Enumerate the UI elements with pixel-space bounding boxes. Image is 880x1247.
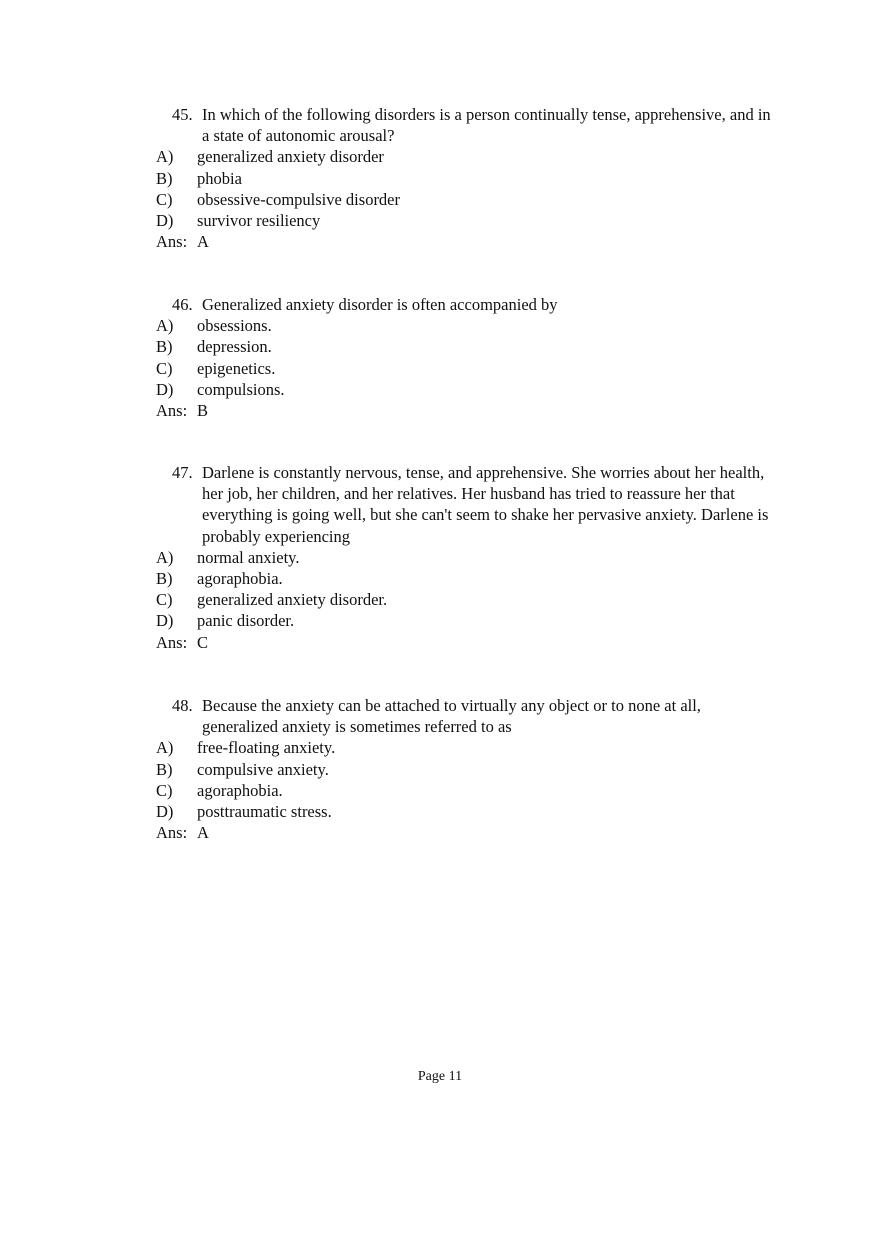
option-b — [156, 336, 776, 357]
option-letter: B) — [156, 168, 173, 188]
option-text: compulsive anxiety. — [197, 759, 329, 779]
option-b — [156, 568, 776, 589]
question-number: 48. — [172, 696, 193, 715]
option-letter: A) — [156, 316, 174, 336]
option-letter: A) — [156, 738, 174, 758]
question-text: In which of the following disorders is a person continually tense, apprehensive, and in a state of autonomic arousal? — [202, 105, 771, 146]
question-stem — [156, 104, 776, 146]
option-letter: C) — [156, 780, 173, 800]
question-text: Generalized anxiety disorder is often accompanied by — [202, 295, 558, 314]
question-47 — [156, 462, 776, 653]
option-d — [156, 379, 776, 400]
answer-label: Ans: — [156, 232, 188, 252]
option-a — [156, 547, 776, 568]
option-letter: D) — [156, 611, 174, 631]
option-text: generalized anxiety disorder. — [197, 590, 388, 610]
option-text: compulsions. — [197, 379, 285, 399]
answer-line — [156, 822, 776, 843]
option-a — [156, 315, 776, 336]
question-number: 45. — [172, 105, 193, 124]
option-text: normal anxiety. — [197, 547, 300, 567]
answer-value: A — [197, 823, 209, 843]
answer-label: Ans: — [156, 823, 188, 843]
answer-line — [156, 231, 776, 252]
option-b — [156, 168, 776, 189]
option-letter: B) — [156, 337, 173, 357]
answer-value: B — [197, 400, 209, 420]
page-number: Page 11 — [417, 1069, 463, 1084]
question-stem — [156, 695, 776, 737]
answer-label: Ans: — [156, 632, 188, 652]
option-c — [156, 358, 776, 379]
question-number: 46. — [172, 295, 193, 314]
option-text: agoraphobia. — [197, 780, 283, 800]
option-a — [156, 146, 776, 167]
option-c — [156, 589, 776, 610]
option-letter: D) — [156, 379, 174, 399]
option-letter: D) — [156, 801, 174, 821]
option-text: phobia — [197, 168, 242, 188]
page-footer — [0, 1069, 880, 1085]
option-b — [156, 759, 776, 780]
option-text: epigenetics. — [197, 358, 276, 378]
option-text: depression. — [197, 337, 272, 357]
option-d — [156, 801, 776, 822]
answer-value: A — [197, 232, 209, 252]
option-letter: B) — [156, 759, 173, 779]
answer-line — [156, 400, 776, 421]
question-text: Because the anxiety can be attached to virtually any object or to none at all, generalized anxiety is sometimes referred to as — [202, 696, 701, 737]
option-text: obsessive-compulsive disorder — [197, 189, 401, 209]
question-45 — [156, 104, 776, 252]
option-letter: B) — [156, 569, 173, 588]
option-letter: C) — [156, 358, 173, 378]
option-letter: A) — [156, 547, 174, 567]
option-text: posttraumatic stress. — [197, 801, 332, 821]
question-46 — [156, 294, 776, 421]
option-text: panic disorder. — [197, 611, 295, 631]
answer-value: C — [197, 632, 209, 652]
question-stem — [156, 462, 776, 547]
option-letter: C) — [156, 189, 173, 209]
question-48 — [156, 695, 776, 843]
option-text: agoraphobia. — [197, 569, 283, 588]
option-text: free-floating anxiety. — [197, 738, 336, 758]
option-d — [156, 610, 776, 631]
option-letter: A) — [156, 147, 174, 167]
option-d — [156, 210, 776, 231]
option-c — [156, 189, 776, 210]
option-a — [156, 737, 776, 758]
option-c — [156, 780, 776, 801]
question-text: Darlene is constantly nervous, tense, and apprehensive. She worries about her health, her job, her children, and her relatives. Her husband has tried to reassure her that everything is going well, but she can't seem to shake her pervasive anxiety. Darlene is probably experiencing — [202, 463, 769, 546]
option-letter: C) — [156, 590, 173, 610]
answer-label: Ans: — [156, 400, 188, 420]
option-text: survivor resiliency — [197, 210, 321, 230]
answer-line — [156, 632, 776, 653]
option-letter: D) — [156, 210, 174, 230]
option-text: obsessions. — [197, 316, 272, 336]
question-number: 47. — [172, 463, 193, 482]
question-stem — [156, 294, 776, 315]
option-text: generalized anxiety disorder — [197, 147, 384, 167]
